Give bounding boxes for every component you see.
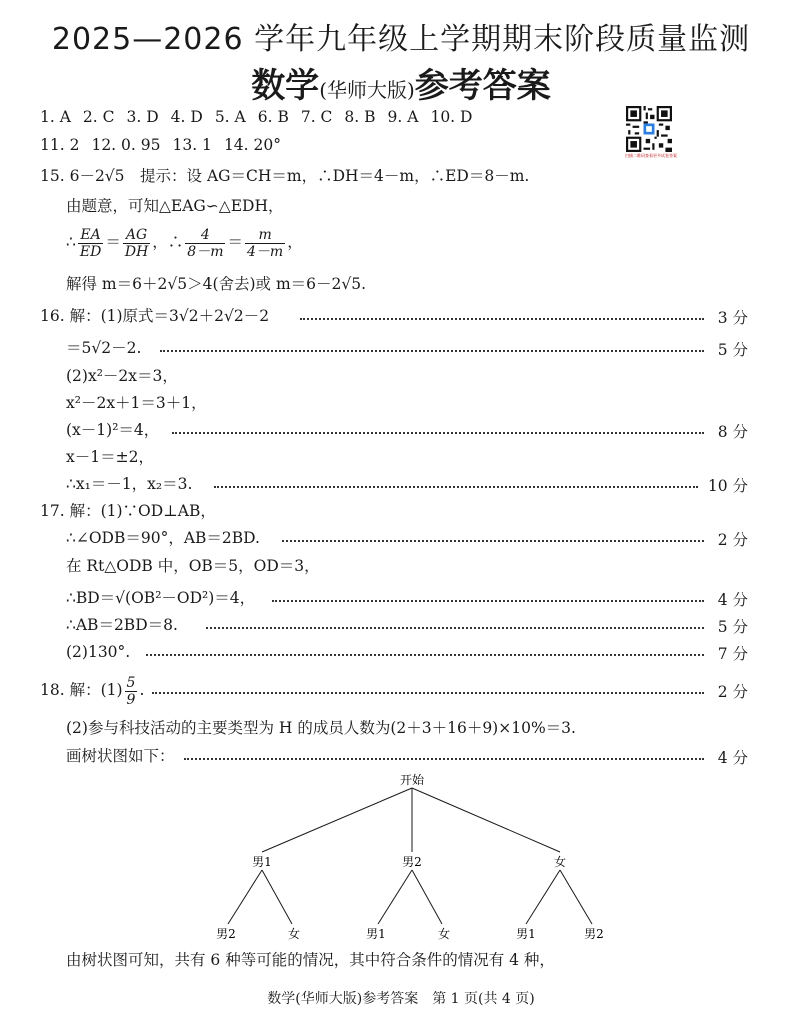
score-label: 4 分 xyxy=(717,749,748,767)
score-label: 10 分 xyxy=(707,477,748,495)
score-label: 8 分 xyxy=(717,423,748,441)
q16-line-2: ＝5√2－2. xyxy=(66,339,142,357)
answers-row-1: 1. A 2. C 3. D 4. D 5. A 6. B 7. C 8. B 9. A 10. D xyxy=(40,108,473,126)
tree-node-label: 男2 xyxy=(402,855,422,869)
q18-line-4: 由树状图可知，共有 6 种等可能的情况，其中符合条件的情况有 4 种， xyxy=(66,951,555,969)
fraction: $\frac{5}{9}$ xyxy=(126,674,136,708)
q17-line-1: 17. 解：(1)∵OD⊥AB， xyxy=(40,502,216,520)
q16-line-3: (2)x²－2x＝3， xyxy=(66,367,178,385)
q17-line-6: (2)130°. xyxy=(66,643,131,661)
q16-line-5: (x－1)²＝4， xyxy=(66,421,160,439)
q18-line-3: 画树状图如下： xyxy=(66,747,175,765)
tree-leaf-label: 男2 xyxy=(584,927,604,941)
q17-line-4: ∴BD＝√(OB²－OD²)＝4， xyxy=(66,589,256,607)
q17-line-2: ∴∠ODB＝90°，AB＝2BD. xyxy=(66,529,260,547)
tree-leaf-label: 男1 xyxy=(516,927,536,941)
tree-leaf-label: 男1 xyxy=(366,927,386,941)
score-label: 5 分 xyxy=(717,618,748,636)
q17-line-5: ∴AB＝2BD＝8. xyxy=(66,616,178,634)
tree-leaf-label: 男2 xyxy=(216,927,236,941)
tree-leaf-label: 女 xyxy=(437,927,451,941)
fraction: $\frac{m}{4-m}$ xyxy=(247,226,284,260)
score-label: 7 分 xyxy=(717,645,748,663)
q18-line-2: (2)参与科技活动的主要类型为 H 的成员人数为(2＋3＋16＋9)×10%＝3. xyxy=(66,719,576,737)
tree-node-label: 男1 xyxy=(252,855,272,869)
tree-node-label: 女 xyxy=(553,855,567,869)
q15-line-2: 由题意，可知△EAG∽△EDH， xyxy=(66,197,284,215)
fraction: $\frac{EA}{ED}$ xyxy=(79,226,102,260)
score-label: 4 分 xyxy=(717,591,748,609)
q15-line-3: ∴ $\frac{EA}{ED}$ ＝ $\frac{AG}{DH}$ ，∴ $\frac{4}{8-m}$ ＝ $\frac{m}{4-m}$ ， xyxy=(66,226,303,260)
subtitle-subject: 数学 xyxy=(251,66,320,106)
q15-line-1: 15. 6－2√5 提示：设 AG＝CH＝m，∴DH＝4－m，∴ED＝8－m. xyxy=(40,167,530,185)
score-label: 2 分 xyxy=(717,683,748,701)
q17-line-3: 在 Rt△ODB 中，OB＝5，OD＝3， xyxy=(66,557,320,575)
tree-root-label: 开始 xyxy=(399,773,425,787)
score-label: 3 分 xyxy=(717,309,748,327)
page-title: 2025—2026 学年九年级上学期期末阶段质量监测 xyxy=(51,22,751,57)
q16-line-4: x²－2x＋1＝3＋1， xyxy=(66,394,207,412)
q16-line-6: x－1＝±2， xyxy=(66,448,154,466)
tree-leaf-label: 女 xyxy=(287,927,301,941)
score-label: 5 分 xyxy=(717,341,748,359)
fraction: $\frac{AG}{DH}$ xyxy=(124,226,149,260)
subtitle-tail: 参考答案 xyxy=(414,66,551,106)
q16-line-7: ∴x₁＝－1，x₂＝3. xyxy=(66,475,193,493)
fraction: $\frac{4}{8-m}$ xyxy=(187,226,224,260)
page-footer: 数学(华师大版)参考答案 第 1 页(共 4 页) xyxy=(267,991,535,1007)
q16-line-1: 16. 解：(1)原式＝3√2＋2√2－2 xyxy=(40,307,270,325)
qr-caption: 扫描二维码查看更多试卷答案 xyxy=(625,153,677,158)
score-label: 2 分 xyxy=(717,531,748,549)
q18-line-1: 18. 解：(1) $\frac{5}{9}$ . xyxy=(40,674,145,708)
subtitle-edition: (华师大版) xyxy=(319,78,415,102)
q15-line-4: 解得 m＝6＋2√5＞4(舍去)或 m＝6－2√5. xyxy=(66,275,367,293)
answers-row-2: 11. 2 12. 0. 95 13. 1 14. 20° xyxy=(40,136,281,154)
